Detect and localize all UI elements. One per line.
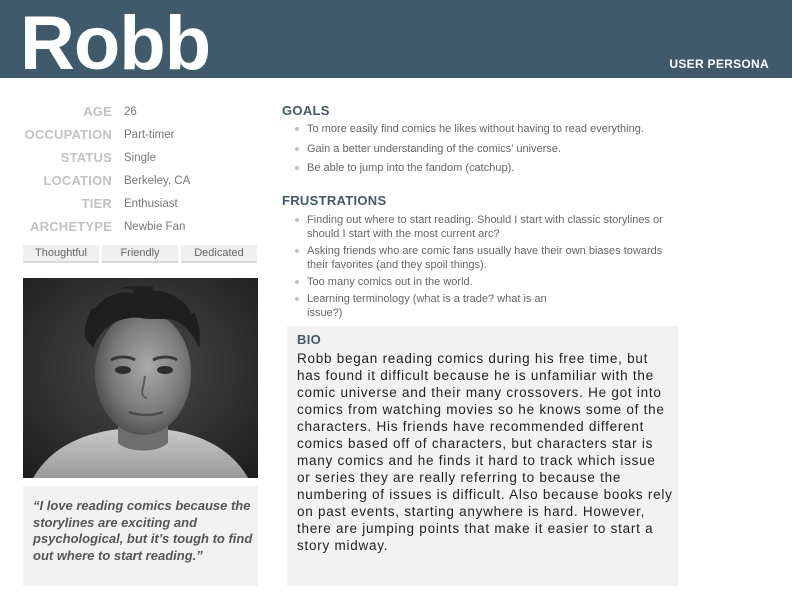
attribute-label: OCCUPATION xyxy=(24,127,112,142)
attribute-row-status xyxy=(20,146,260,169)
goal-item: To more easily find comics he likes without having to read everything. xyxy=(293,122,683,136)
attribute-label: TIER xyxy=(81,196,112,211)
bio-title: BIO xyxy=(297,332,322,347)
trait-tags xyxy=(23,245,257,263)
persona-name: Robb xyxy=(20,1,211,78)
quote-panel xyxy=(23,486,258,586)
attribute-list xyxy=(20,100,260,238)
persona-label: USER PERSONA xyxy=(669,57,769,71)
attribute-row-location xyxy=(20,169,260,192)
attribute-value: Newbie Fan xyxy=(124,220,186,233)
attribute-value: Single xyxy=(124,151,156,164)
goals-title: GOALS xyxy=(282,103,330,118)
trait-tag: Dedicated xyxy=(181,245,257,263)
frustrations-title: FRUSTRATIONS xyxy=(282,193,387,208)
frustrations-list xyxy=(293,213,668,323)
frustration-item: Asking friends who are comic fans usually have their own biases towards their favorites (and they spoil things). xyxy=(293,244,668,272)
goal-item: Gain a better understanding of the comics’ universe. xyxy=(293,142,683,156)
frustration-item: Too many comics out in the world. xyxy=(293,275,668,289)
bio-panel xyxy=(287,326,678,586)
attribute-label: AGE xyxy=(83,104,112,119)
attribute-value: Berkeley, CA xyxy=(124,174,191,187)
persona-photo xyxy=(23,278,258,478)
frustration-item: Learning terminology (what is a trade? what is an issue?) xyxy=(293,292,562,320)
frustration-item: Finding out where to start reading. Should I start with classic storylines or should I start with the most current arc? xyxy=(293,213,668,241)
attribute-value: Enthusiast xyxy=(124,197,178,210)
bio-text: Robb began reading comics during his free time, but has found it difficult because he is unfamiliar with the comic universe and their many crossovers. He got into comics from watching movies so he knows some of the characters. His friends have recommended different comics based off of characters, but characters star is many comics and he finds it hard to track which issue or series they are really referring to because the numbering of issues is difficult. Also because books rely on past events, starting anywhere is hard. However, there are jumping points that make it easier to start a story midway. xyxy=(297,351,673,553)
attribute-row-archetype xyxy=(20,215,260,238)
attribute-row-occupation xyxy=(20,123,260,146)
trait-tag: Thoughtful xyxy=(23,245,99,263)
header-banner xyxy=(0,0,792,78)
trait-tag: Friendly xyxy=(102,245,178,263)
attribute-label: LOCATION xyxy=(43,173,112,188)
attribute-row-age xyxy=(20,100,260,123)
attribute-value: Part-timer xyxy=(124,128,175,141)
attribute-row-tier xyxy=(20,192,260,215)
goals-list xyxy=(293,122,683,181)
attribute-label: STATUS xyxy=(60,150,112,165)
attribute-label: ARCHETYPE xyxy=(30,219,112,234)
attribute-value: 26 xyxy=(124,105,137,118)
portrait-image xyxy=(23,278,258,478)
persona-quote: “I love reading comics because the storylines are exciting and psychological, but it’s tough to find out where to start reading.” xyxy=(33,498,253,563)
goal-item: Be able to jump into the fandom (catchup). xyxy=(293,161,683,175)
